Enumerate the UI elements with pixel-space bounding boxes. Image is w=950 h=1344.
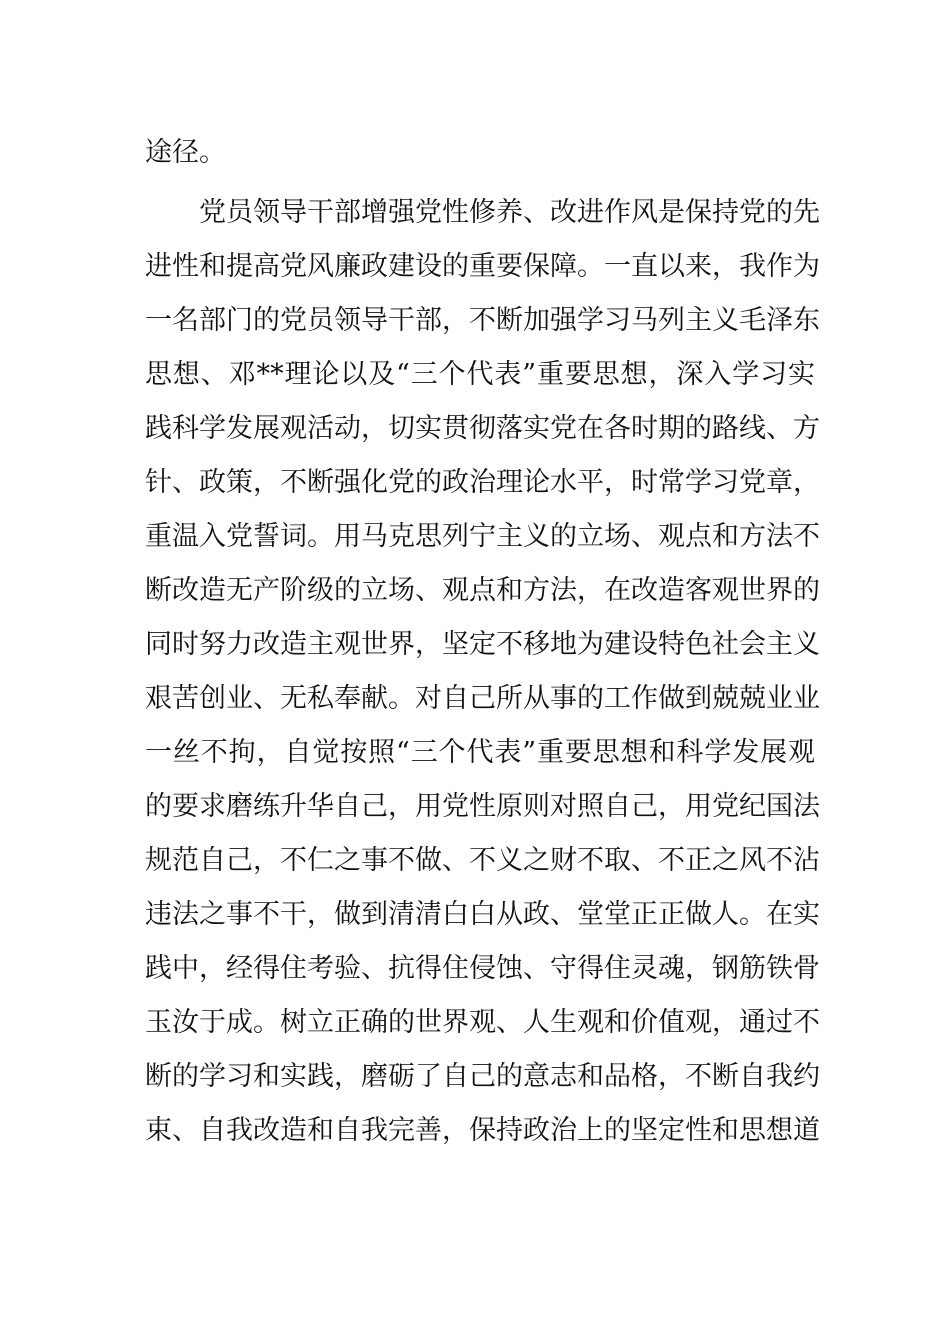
text-line: 同时努力改造主观世界，坚定不移地为建设特色社会主义 (145, 629, 820, 660)
text-line: 践中，经得住考验、抗得住侵蚀、守得住灵魂，钢筋铁骨 (145, 953, 820, 984)
text-line: 艰苦创业、无私奉献。对自己所从事的工作做到兢兢业业 (145, 683, 820, 714)
text-line: 玉汝于成。树立正确的世界观、人生观和价值观，通过不 (145, 1007, 820, 1038)
text-line: 束、自我改造和自我完善，保持政治上的坚定性和思想道 (145, 1115, 820, 1146)
paragraph-first-line: 党员领导干部增强党性修养、改进作风是保持党的先 (199, 197, 820, 228)
text-line: 思想、邓**理论以及“三个代表”重要思想，深入学习实 (145, 359, 815, 390)
text-line: 断的学习和实践，磨砺了自己的意志和品格，不断自我约 (145, 1061, 820, 1092)
text-line: 进性和提高党风廉政建设的重要保障。一直以来，我作为 (145, 251, 820, 282)
text-line: 断改造无产阶级的立场、观点和方法，在改造客观世界的 (145, 575, 820, 606)
text-line: 违法之事不干，做到清清白白从政、堂堂正正做人。在实 (145, 899, 820, 930)
text-line: 针、政策，不断强化党的政治理论水平，时常学习党章， (145, 467, 820, 498)
text-line (145, 1158, 815, 1212)
text-line: 践科学发展观活动，切实贯彻落实党在各时期的路线、方 (145, 413, 820, 444)
text-line: 一名部门的党员领导干部，不断加强学习马列主义毛泽东 (145, 305, 820, 336)
text-line: 的要求磨练升华自己，用党性原则对照自己，用党纪国法 (145, 791, 820, 822)
text-line: 规范自己，不仁之事不做、不义之财不取、不正之风不沾 (145, 845, 820, 876)
text-line: 途径。 (145, 137, 226, 168)
text-line: 一丝不拘，自觉按照“三个代表”重要思想和科学发展观 (145, 737, 815, 768)
text-line: 重温入党誓词。用马克思列宁主义的立场、观点和方法不 (145, 521, 820, 552)
